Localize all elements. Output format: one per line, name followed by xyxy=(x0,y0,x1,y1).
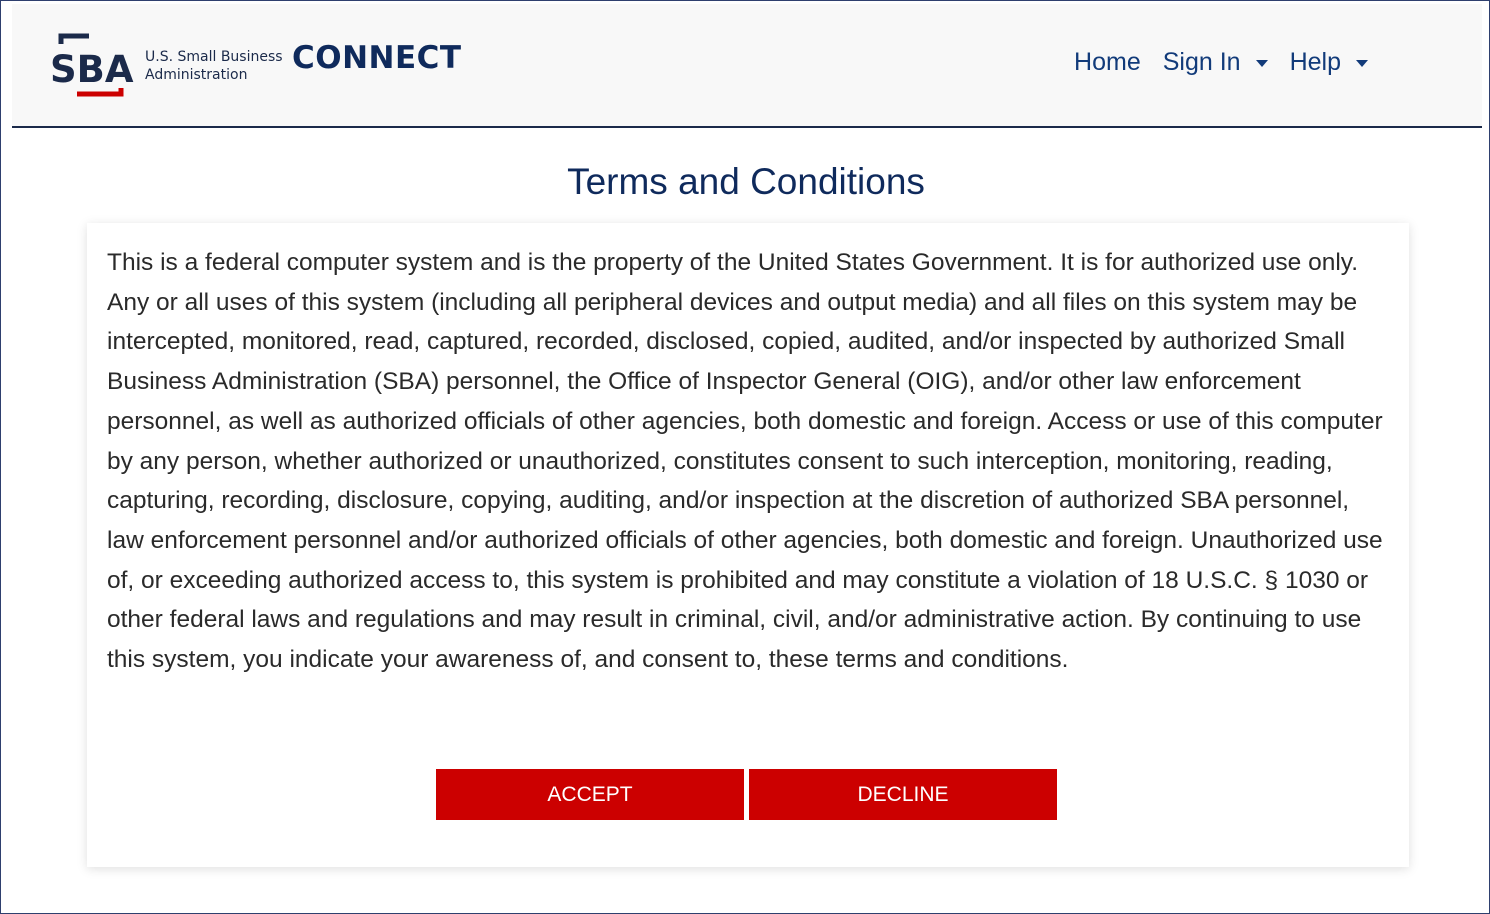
sba-logo[interactable] xyxy=(49,32,135,98)
nav-help-dropdown[interactable] xyxy=(1290,48,1368,77)
decline-button[interactable]: DECLINE xyxy=(749,769,1057,820)
nav-sign-in-label: Sign In xyxy=(1162,48,1241,76)
brand-title[interactable]: CONNECT xyxy=(292,40,462,76)
nav-help-label: Help xyxy=(1289,48,1341,76)
svg-text:SBA: SBA xyxy=(50,48,134,91)
caret-down-icon xyxy=(1356,60,1368,67)
agency-name-line2: Administration xyxy=(145,67,248,83)
main-nav xyxy=(1052,48,1368,77)
nav-home-label: Home xyxy=(1074,48,1141,76)
terms-card xyxy=(87,223,1409,867)
nav-sign-in-dropdown[interactable] xyxy=(1163,48,1268,77)
site-header xyxy=(12,4,1482,128)
accept-button[interactable]: ACCEPT xyxy=(436,769,744,820)
page-title: Terms and Conditions xyxy=(567,161,925,202)
agency-name-line1: U.S. Small Business xyxy=(145,49,283,65)
nav-home-link[interactable] xyxy=(1074,48,1141,77)
agency-name xyxy=(145,48,283,84)
terms-text: This is a federal computer system and is the property of the United States Government. It is for authorized use only. Any or all uses of this system (including all peripheral devices and output media) and all files on this system may be intercepted, monitored, read, captured, recorded, disclosed, copied, audited, and/or inspected by authorized Small Business Administration (SBA) personnel, the Office of Inspector General (OIG), and/or other law enforcement personnel, as well as authorized officials of other agencies, both domestic and foreign. Access or use of this computer by any person, whether authorized or unauthorized, constitutes consent to such interception, monitoring, reading, capturing, recording, disclosure, copying, auditing, and/or inspection at the discretion of authorized SBA personnel, law enforcement personnel and/or authorized officials of other agencies, both domestic and foreign. Unauthorized use of, or exceeding authorized access to, this system is prohibited and may constitute a violation of 18 U.S.C. § 1030 or other federal laws and regulations and may result in criminal, civil, and/or administrative action. By continuing to use this system, you indicate your awareness of, and consent to, these terms and conditions. xyxy=(107,249,1383,674)
caret-down-icon xyxy=(1256,60,1268,67)
